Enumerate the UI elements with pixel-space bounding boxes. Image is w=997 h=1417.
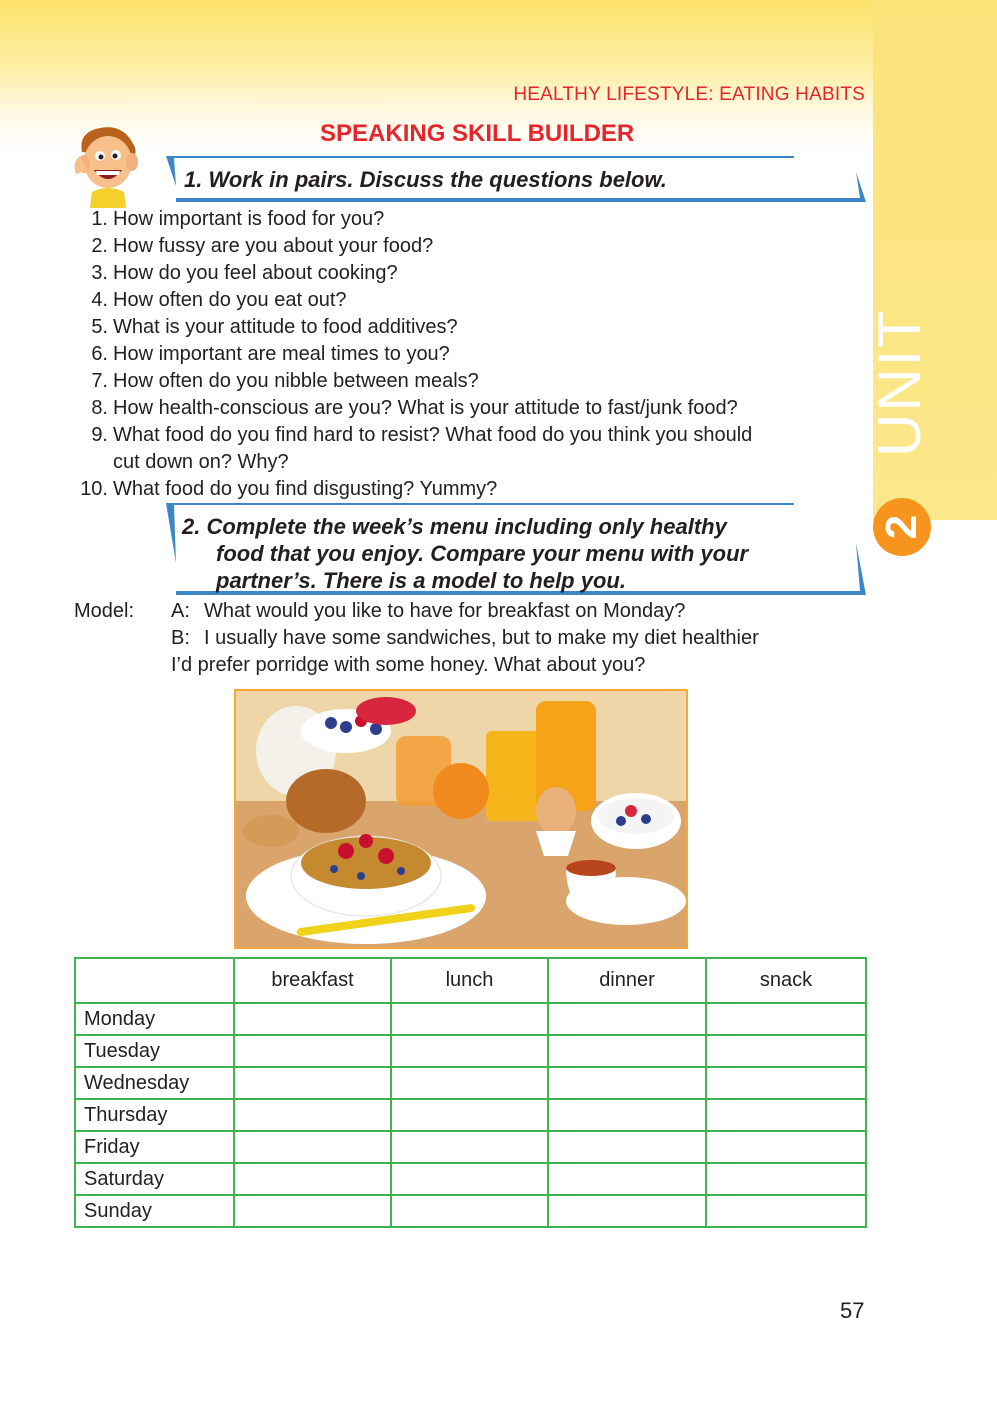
question-text: What is your attitude to food additives? <box>113 316 458 338</box>
menu-cell[interactable] <box>548 1099 706 1131</box>
menu-cell[interactable] <box>234 1163 391 1195</box>
menu-cell[interactable] <box>234 1195 391 1227</box>
table-row <box>75 1003 866 1035</box>
menu-cell[interactable] <box>391 1099 548 1131</box>
menu-cell[interactable] <box>706 1099 866 1131</box>
question-text-continued: cut down on? Why? <box>113 451 289 473</box>
day-label: Thursday <box>75 1099 234 1131</box>
line-b-text: I usually have some sandwiches, but to make my diet healthier <box>204 627 759 649</box>
question-item <box>74 314 874 341</box>
question-item <box>74 233 874 260</box>
question-number: 2. <box>91 235 108 257</box>
question-item <box>74 368 874 395</box>
question-number: 6. <box>91 343 108 365</box>
question-number: 1. <box>91 208 108 230</box>
weekly-menu-table <box>74 957 867 1228</box>
column-header-dinner: dinner <box>548 958 706 1003</box>
speaker-a: A: <box>171 600 190 622</box>
line-b-cont-text: I’d prefer porridge with some honey. What about you? <box>171 654 646 676</box>
menu-cell[interactable] <box>548 1067 706 1099</box>
model-line-b-continued <box>171 652 645 679</box>
menu-cell[interactable] <box>234 1003 391 1035</box>
task-2-instruction-line: 2. Complete the week’s menu including only healthy <box>182 514 727 539</box>
menu-cell[interactable] <box>548 1163 706 1195</box>
question-number: 8. <box>91 397 108 419</box>
question-number: 4. <box>91 289 108 311</box>
menu-cell[interactable] <box>391 1035 548 1067</box>
column-header-breakfast: breakfast <box>234 958 391 1003</box>
unit-number-badge <box>873 498 931 556</box>
question-text: What food do you find disgusting? Yummy? <box>113 478 498 500</box>
question-item <box>74 206 874 233</box>
menu-cell[interactable] <box>548 1003 706 1035</box>
table-row <box>75 1067 866 1099</box>
task-1-instruction: 1. Work in pairs. Discuss the questions below. <box>184 167 667 192</box>
menu-cell[interactable] <box>706 1067 866 1099</box>
column-header-snack: snack <box>706 958 866 1003</box>
menu-cell[interactable] <box>391 1003 548 1035</box>
model-label: Model: <box>74 600 135 622</box>
question-item <box>74 260 874 287</box>
question-text: How often do you nibble between meals? <box>113 370 479 392</box>
day-label: Sunday <box>75 1195 234 1227</box>
question-number: 3. <box>91 262 108 284</box>
unit-label: UNIT <box>866 309 933 457</box>
question-text: What food do you find hard to resist? What food do you think you should <box>113 424 753 446</box>
table-row <box>75 1099 866 1131</box>
question-text: How do you feel about cooking? <box>113 262 398 284</box>
menu-cell[interactable] <box>706 1163 866 1195</box>
menu-cell[interactable] <box>234 1067 391 1099</box>
question-text: How fussy are you about your food? <box>113 235 434 257</box>
menu-cell[interactable] <box>548 1195 706 1227</box>
question-number: 7. <box>91 370 108 392</box>
question-text: How often do you eat out? <box>113 289 347 311</box>
page-number: 57 <box>840 1298 865 1323</box>
breakfast-photo <box>234 689 688 949</box>
line-a-text: What would you like to have for breakfast on Monday? <box>204 600 686 622</box>
model-line-a <box>171 598 685 625</box>
menu-cell[interactable] <box>548 1131 706 1163</box>
model-line-b <box>171 625 759 652</box>
question-number: 5. <box>91 316 108 338</box>
question-text: How health-conscious are you? What is your attitude to fast/junk food? <box>113 397 738 419</box>
menu-cell[interactable] <box>548 1035 706 1067</box>
unit-number: 2 <box>877 514 926 540</box>
menu-cell[interactable] <box>234 1131 391 1163</box>
day-label: Wednesday <box>75 1067 234 1099</box>
question-number: 10. <box>80 478 108 500</box>
question-item <box>74 287 874 314</box>
task-1-banner <box>166 156 868 202</box>
question-text: How important are meal times to you? <box>113 343 450 365</box>
day-label: Saturday <box>75 1163 234 1195</box>
menu-cell[interactable] <box>391 1163 548 1195</box>
question-item <box>74 341 874 368</box>
menu-cell[interactable] <box>706 1131 866 1163</box>
column-header-lunch: lunch <box>391 958 548 1003</box>
table-row <box>75 1035 866 1067</box>
section-title: SPEAKING SKILL BUILDER <box>320 120 635 147</box>
question-item <box>74 395 874 422</box>
breakfast-illustration <box>236 691 686 947</box>
question-item <box>74 476 874 503</box>
menu-cell[interactable] <box>706 1003 866 1035</box>
menu-cell[interactable] <box>391 1195 548 1227</box>
menu-cell[interactable] <box>706 1195 866 1227</box>
question-text: How important is food for you? <box>113 208 385 230</box>
table-row <box>75 1163 866 1195</box>
header-empty-cell <box>75 958 234 1003</box>
menu-cell[interactable] <box>234 1099 391 1131</box>
day-label: Tuesday <box>75 1035 234 1067</box>
running-head: HEALTHY LIFESTYLE: EATING HABITS <box>513 84 865 105</box>
table-header-row <box>75 958 866 1003</box>
menu-cell[interactable] <box>391 1131 548 1163</box>
table-row <box>75 1195 866 1227</box>
speaker-b: B: <box>171 627 190 649</box>
mascot-boy-icon <box>70 122 146 208</box>
question-number: 9. <box>91 424 108 446</box>
question-list <box>74 206 874 503</box>
table-row <box>75 1131 866 1163</box>
task-2-instruction-line: food that you enjoy. Compare your menu with your <box>216 541 749 566</box>
question-item <box>74 422 874 476</box>
menu-cell[interactable] <box>706 1035 866 1067</box>
task-2-banner <box>166 503 868 595</box>
menu-cell[interactable] <box>391 1067 548 1099</box>
day-label: Friday <box>75 1131 234 1163</box>
task-2-instruction-line: partner’s. There is a model to help you. <box>216 568 626 593</box>
day-label: Monday <box>75 1003 234 1035</box>
menu-cell[interactable] <box>234 1035 391 1067</box>
